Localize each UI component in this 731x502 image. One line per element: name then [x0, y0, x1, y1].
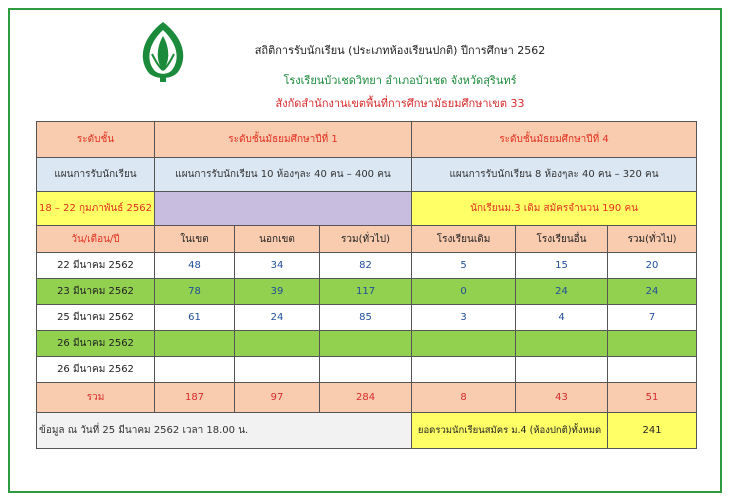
row-in: 48: [155, 253, 235, 279]
row-total4: 7: [608, 305, 697, 331]
m1-header: ระดับชั้นมัธยมศึกษาปีที่ 1: [155, 122, 412, 158]
row-old: 5: [412, 253, 516, 279]
row-other: 15: [516, 253, 608, 279]
row-other: [516, 331, 608, 357]
date-range: 18 – 22 กุมภาพันธ์ 2562: [37, 192, 155, 226]
row-in: [155, 357, 235, 383]
table-row: [37, 331, 697, 357]
row-other: [516, 357, 608, 383]
row-date: 25 มีนาคม 2562: [37, 305, 155, 331]
m4-prior-note: นักเรียนม.3 เดิม สมัครจำนวน 190 คน: [412, 192, 697, 226]
col-other: โรงเรียนอื่น: [516, 226, 608, 253]
row-in: [155, 331, 235, 357]
sum-label: รวม: [37, 383, 155, 413]
row-date: 26 มีนาคม 2562: [37, 331, 155, 357]
m4-header: ระดับชั้นมัธยมศึกษาปีที่ 4: [412, 122, 697, 158]
row-total1: 85: [320, 305, 412, 331]
row-date: 22 มีนาคม 2562: [37, 253, 155, 279]
col-total1: รวม(ทั่วไป): [320, 226, 412, 253]
row-date: 26 มีนาคม 2562: [37, 357, 155, 383]
table-row: [37, 305, 697, 331]
row-date: 23 มีนาคม 2562: [37, 279, 155, 305]
m1-plan: แผนการรับนักเรียน 10 ห้องๆละ 40 คน – 400 คน: [155, 158, 412, 192]
sum-row: [37, 383, 697, 413]
row-out: 39: [235, 279, 320, 305]
sum-total1: 284: [320, 383, 412, 413]
school-name: โรงเรียนบัวเชดวิทยา อำเภอบัวเชด จังหวัดสุรินทร์: [283, 74, 517, 87]
row-total4: [608, 357, 697, 383]
table-row: [37, 279, 697, 305]
row-out: [235, 357, 320, 383]
sum-total4: 51: [608, 383, 697, 413]
row-total1: 82: [320, 253, 412, 279]
col-in: ในเขต: [155, 226, 235, 253]
row-other: 4: [516, 305, 608, 331]
col-old: โรงเรียนเดิม: [412, 226, 516, 253]
row-in: 78: [155, 279, 235, 305]
row-in: 61: [155, 305, 235, 331]
row-out: [235, 331, 320, 357]
col-out: นอกเขต: [235, 226, 320, 253]
enrollment-table: [36, 121, 697, 449]
total-applicants-value: 241: [608, 413, 697, 449]
sum-old: 8: [412, 383, 516, 413]
row-old: [412, 331, 516, 357]
m1-prior-cell: [155, 192, 412, 226]
total-applicants-label: ยอดรวมนักเรียนสมัคร ม.4 (ห้องปกติ)ทั้งหมด: [412, 413, 608, 449]
row-old: 0: [412, 279, 516, 305]
row-total4: 20: [608, 253, 697, 279]
sum-out: 97: [235, 383, 320, 413]
table-row: [37, 357, 697, 383]
row-total4: 24: [608, 279, 697, 305]
office-name: สังกัดสำนักงานเขตพื้นที่การศึกษามัธยมศึกษาเขต 33: [275, 97, 525, 110]
data-timestamp-note: ข้อมูล ณ วันที่ 25 มีนาคม 2562 เวลา 18.00 น.: [37, 413, 412, 449]
row-old: [412, 357, 516, 383]
row-out: 24: [235, 305, 320, 331]
sum-other: 43: [516, 383, 608, 413]
row-old: 3: [412, 305, 516, 331]
row-total1: 117: [320, 279, 412, 305]
m4-plan: แผนการรับนักเรียน 8 ห้องๆละ 40 คน – 320 คน: [412, 158, 697, 192]
level-header: ระดับชั้น: [37, 122, 155, 158]
row-total4: [608, 331, 697, 357]
table-row: [37, 253, 697, 279]
row-total1: [320, 357, 412, 383]
row-out: 34: [235, 253, 320, 279]
sum-in: 187: [155, 383, 235, 413]
col-total4: รวม(ทั่วไป): [608, 226, 697, 253]
row-total1: [320, 331, 412, 357]
col-date: วัน/เดือน/ปี: [37, 226, 155, 253]
report-title: สถิติการรับนักเรียน (ประเภทห้องเรียนปกติ) ปีการศึกษา 2562: [254, 44, 546, 57]
plan-header: แผนการรับนักเรียน: [37, 158, 155, 192]
school-logo-icon: [134, 20, 192, 84]
row-other: 24: [516, 279, 608, 305]
